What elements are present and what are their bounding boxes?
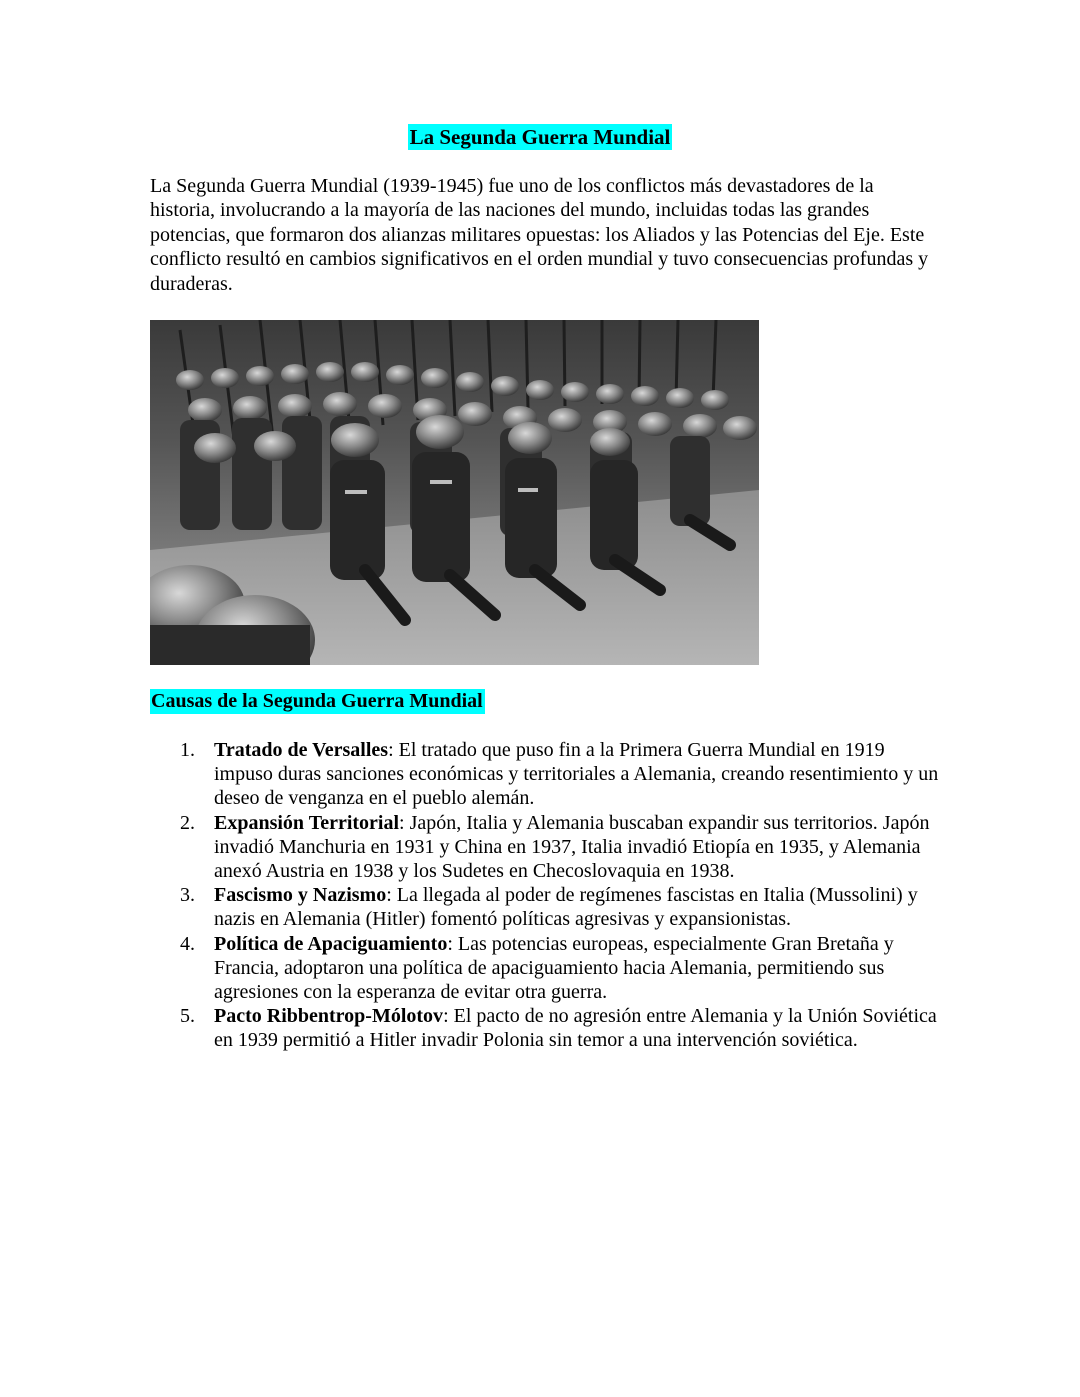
cause-term: Fascismo y Nazismo <box>214 884 387 907</box>
cause-text: : Las potencias europeas, especialmente Gran Bretaña y Francia, adoptaron una política de apaciguamiento hacia Alemania, permitiendo sus agresiones con la esperanza de evitar otra guerra. <box>214 932 894 1004</box>
cause-term: Pacto Ribbentrop-Mólotov <box>214 1005 444 1028</box>
list-item <box>180 1004 939 1052</box>
list-item <box>180 883 939 931</box>
section-heading-container <box>150 689 485 714</box>
causes-list <box>180 738 939 1053</box>
list-item <box>180 811 939 884</box>
cause-text: : El tratado que puso fin a la Primera Guerra Mundial en 1919 impuso duras sanciones económicas y territoriales a Alemania, creando resentimiento y un deseo de venganza en el pueblo alemán. <box>214 739 939 810</box>
page-title: La Segunda Guerra Mundial <box>409 125 671 149</box>
cause-text: : Japón, Italia y Alemania buscaban expandir sus territorios. Japón invadió Manchuria en 1931 y China en 1937, Italia invadió Etiopía en 1935, y Alemania anexó Austria en 1938 y los Sudetes en Checoslovaquia en 1938. <box>214 811 930 883</box>
intro-paragraph: La Segunda Guerra Mundial (1939-1945) fue uno de los conflictos más devastadores de la historia, involucrando a la mayoría de las naciones del mundo, incluidas todas las grandes potencias, que formaron dos alianzas militares opuestas: los Aliados y las Potencias del Eje. Este conflicto resultó en cambios significativos en el orden mundial y tuvo consecuencias profundas y duraderas. <box>150 175 929 295</box>
list-number: 3. <box>180 884 195 907</box>
list-item <box>180 738 939 811</box>
list-number: 5. <box>180 1005 195 1028</box>
photo-illustration <box>150 320 759 665</box>
cause-term: Expansión Territorial <box>214 811 400 834</box>
cause-term: Política de Apaciguamiento <box>214 932 448 955</box>
marching-soldiers-photo <box>150 320 759 665</box>
list-item <box>180 932 939 1005</box>
cause-text: : La llegada al poder de regímenes fascistas en Italia (Mussolini) y nazis en Alemania (Hitler) fomentó políticas agresivas y expansionistas. <box>214 884 918 931</box>
cause-text: : El pacto de no agresión entre Alemania y la Unión Soviética en 1939 permitió a Hitler invadir Polonia sin temor a una intervención soviética. <box>214 1005 937 1052</box>
title-container <box>0 124 1080 150</box>
section-title-causes: Causas de la Segunda Guerra Mundial <box>151 690 483 712</box>
list-number: 4. <box>180 932 195 955</box>
list-number: 1. <box>180 739 195 761</box>
list-number: 2. <box>180 811 195 834</box>
cause-term: Tratado de Versalles <box>214 739 389 761</box>
